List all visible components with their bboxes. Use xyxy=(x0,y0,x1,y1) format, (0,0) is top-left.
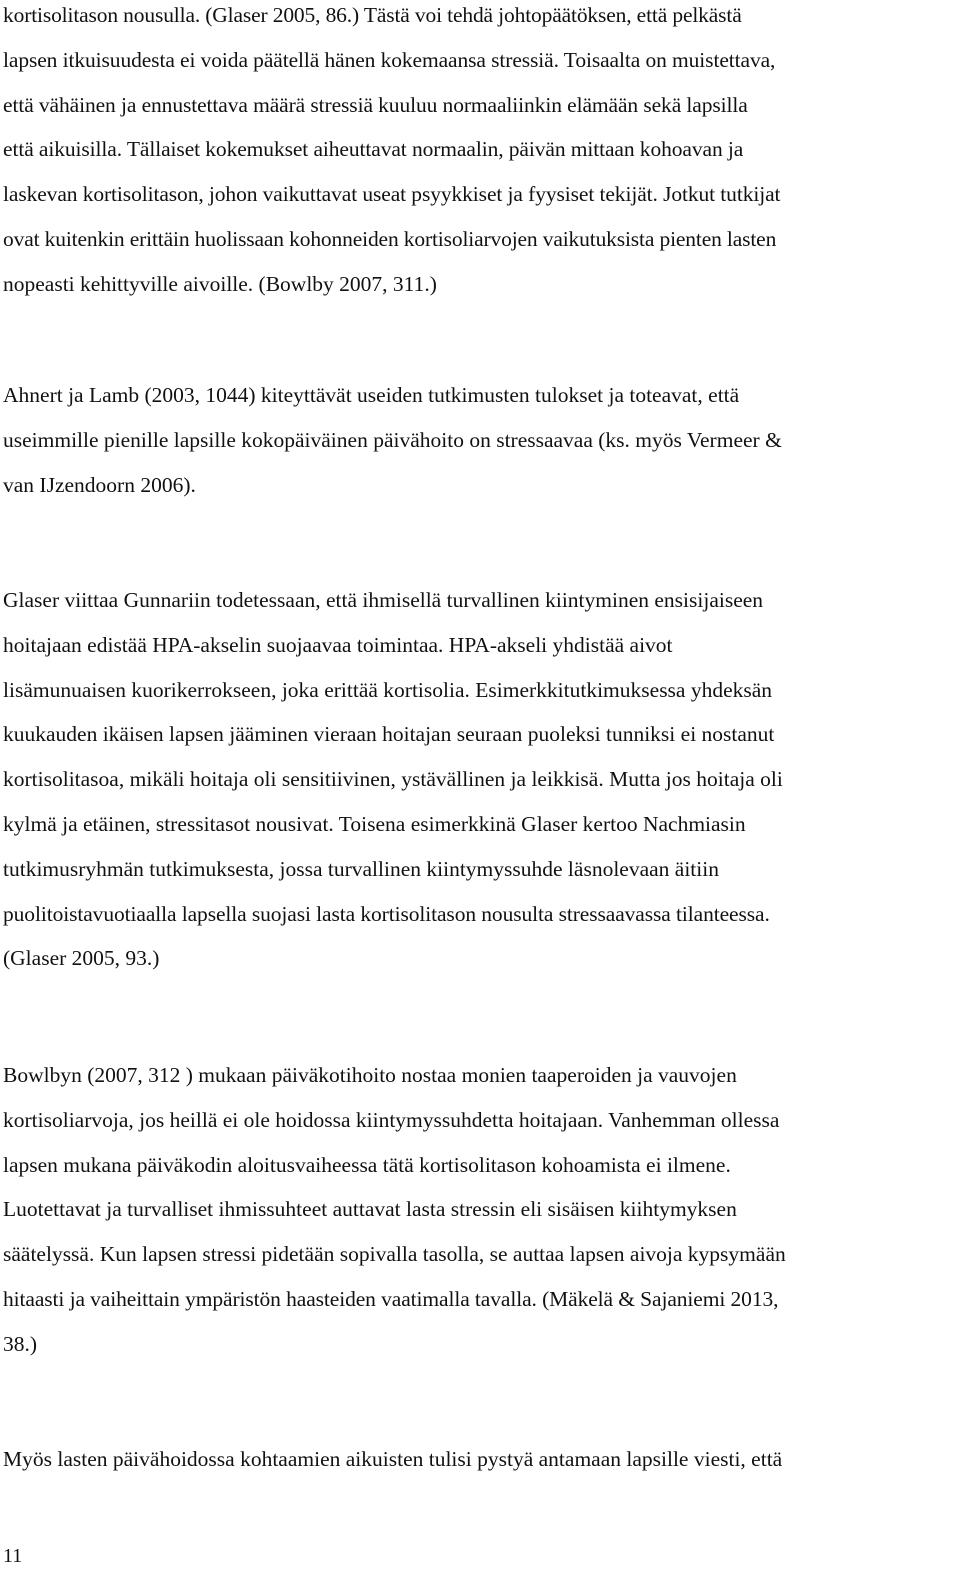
text-line: kuukauden ikäisen lapsen jääminen vieraan hoitajan seuraan puoleksi tunniksi ei nostanut xyxy=(3,722,775,747)
text-line: Glaser viittaa Gunnariin todetessaan, että ihmisellä turvallinen kiintyminen ensisijaiseen xyxy=(3,588,764,612)
text-line: kortisoliarvoja, jos heillä ei ole hoidossa kiintymyssuhdetta hoitajaan. Vanhemman ollessa xyxy=(3,1107,780,1132)
text-line: että vähäinen ja ennustettava määrä stressiä kuuluu normaaliinkin elämään sekä lapsilla xyxy=(3,92,748,117)
paragraph-bowlby-paivakoti xyxy=(3,1053,955,1367)
text-line: 38.) xyxy=(3,1331,38,1356)
text-line: Luotettavat ja turvalliset ihmissuhteet auttavat lasta stressin eli sisäisen kiihtymyksen xyxy=(3,1197,737,1222)
text-line: (Glaser 2005, 93.) xyxy=(3,946,160,971)
page-number: 11 xyxy=(3,1545,23,1567)
text-line: hoitajaan edistää HPA-akselin suojaavaa toimintaa. HPA-akseli yhdistää aivot xyxy=(3,632,673,657)
text-line: kortisolitason nousulla. (Glaser 2005, 86.) Tästä voi tehdä johtopäätöksen, että pelkästä xyxy=(3,3,742,27)
text-line: lisämunuaisen kuorikerrokseen, joka erittää kortisolia. Esimerkkitutkimuksessa yhdeksän xyxy=(3,677,773,702)
text-line: kylmä ja etäinen, stressitasot nousivat. Toisena esimerkkinä Glaser kertoo Nachmiasin xyxy=(3,811,746,836)
text-line: puolitoistavuotiaalla lapsella suojasi lasta kortisolitason nousulta stressaavassa tilanteessa. xyxy=(3,901,770,926)
text-line: hitaasti ja vaiheittain ympäristön haasteiden vaatimalla tavalla. (Mäkelä & Sajaniemi 2013, xyxy=(3,1286,779,1311)
text-line: Bowlbyn (2007, 312 ) mukaan päiväkotihoito nostaa monien taaperoiden ja vauvojen xyxy=(3,1063,737,1087)
paragraph-kortisoli-stressi xyxy=(3,0,955,307)
text-line: Ahnert ja Lamb (2003, 1044) kiteyttävät useiden tutkimusten tulokset ja toteavat, että xyxy=(3,383,740,407)
text-line: tutkimusryhmän tutkimuksesta, jossa turvallinen kiintymyssuhde läsnolevaan äitiin xyxy=(3,856,719,881)
text-line: laskevan kortisolitason, johon vaikuttavat useat psyykkiset ja fyysiset tekijät. Jotkut tutkijat xyxy=(3,182,781,207)
text-line: van IJzendoorn 2006). xyxy=(3,472,196,497)
text-line: lapsen mukana päiväkodin aloitusvaiheessa tätä kortisolitason kohoamista ei ilmene. xyxy=(3,1152,731,1177)
text-line: säätelyssä. Kun lapsen stressi pidetään sopivalla tasolla, se auttaa lapsen aivoja kypsymään xyxy=(3,1242,786,1267)
text-line: useimmille pienille lapsille kokopäiväinen päivähoito on stressaavaa (ks. myös Vermeer & xyxy=(3,427,782,452)
text-line: lapsen itkuisuudesta ei voida päätellä hänen kokemaansa stressiä. Toisaalta on muistettava, xyxy=(3,47,776,72)
text-line: kortisolitasoa, mikäli hoitaja oli sensitiivinen, ystävällinen ja leikkisä. Mutta jos hoitaja oli xyxy=(3,767,783,792)
paragraph-paivahoito-aikuiset xyxy=(3,1437,955,1482)
text-line: ovat kuitenkin erittäin huolissaan kohonneiden kortisoliarvojen vaikutuksista pienten lasten xyxy=(3,226,777,251)
paragraph-glaser-gunnar xyxy=(3,578,955,981)
text-line: Myös lasten päivähoidossa kohtaamien aikuisten tulisi pystyä antamaan lapsille viesti, että xyxy=(3,1447,783,1471)
text-line: nopeasti kehittyville aivoille. (Bowlby 2007, 311.) xyxy=(3,271,437,296)
paragraph-ahnert-lamb xyxy=(3,373,955,507)
text-line: että aikuisilla. Tällaiset kokemukset aiheuttavat normaalin, päivän mittaan kohoavan ja xyxy=(3,137,744,162)
